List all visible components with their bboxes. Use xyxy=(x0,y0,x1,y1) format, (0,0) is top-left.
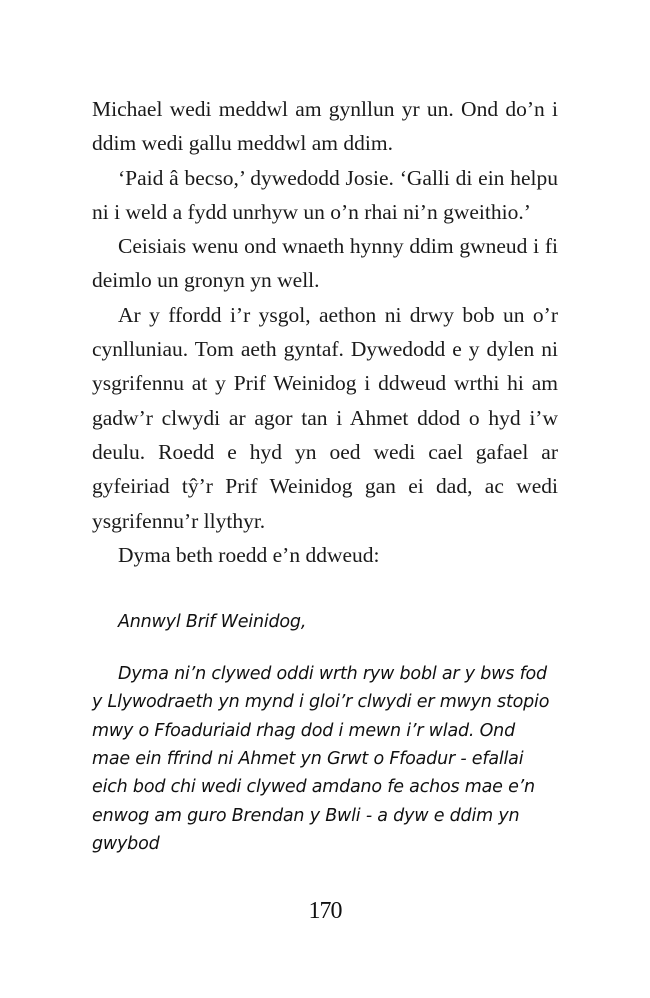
book-page xyxy=(92,92,558,858)
letter-body: Dyma ni’n clywed oddi wrth ryw bobl ar y bws fod y Llywodraeth yn mynd i gloi’r clwydi er mwyn stopio mwy o Ffoaduriaid rhag dod i mewn i’r wlad. Ond mae ein ffrind ni Ahmet yn Grwt o Ffoadur - efallai eich bod chi wedi clywed amdano fe achos mae e’n enwog am guro Brendan y Bwli - a dyw e ddim yn gwybod xyxy=(92,664,550,854)
handwritten-letter xyxy=(92,606,558,858)
paragraph: Ar y ffordd i’r ysgol, aethon ni drwy bob un o’r cynlluniau. Tom aeth gyntaf. Dywedodd e y dylen ni ysgrifennu at y Prif Weinidog i ddweud wrthi hi am gadw’r clwydi ar agor tan i Ahmet ddod o hyd i’w deulu. Roedd e hyd yn oed wedi cael gafael ar gyfeiriad tŷ’r Prif Weinidog gan ei dad, ac wedi ysgrifennu’r llythyr. xyxy=(92,302,558,533)
page-number: 170 xyxy=(308,898,342,924)
narrative-text xyxy=(92,92,558,572)
paragraph: Ceisiais wenu ond wnaeth hynny ddim gwneud i fi deimlo un gronyn yn well. xyxy=(92,234,558,293)
paragraph: Michael wedi meddwl am gynllun yr un. Ond do’n i ddim wedi gallu meddwl am ddim. xyxy=(92,97,558,156)
paragraph: Dyma beth roedd e’n ddweud: xyxy=(118,542,380,567)
letter-salutation: Annwyl Brif Weinidog, xyxy=(118,612,307,633)
paragraph: ‘Paid â becso,’ dywedodd Josie. ‘Galli di ein helpu ni i weld a fydd unrhyw un o’n rhai ni’n gweithio.’ xyxy=(92,165,558,224)
